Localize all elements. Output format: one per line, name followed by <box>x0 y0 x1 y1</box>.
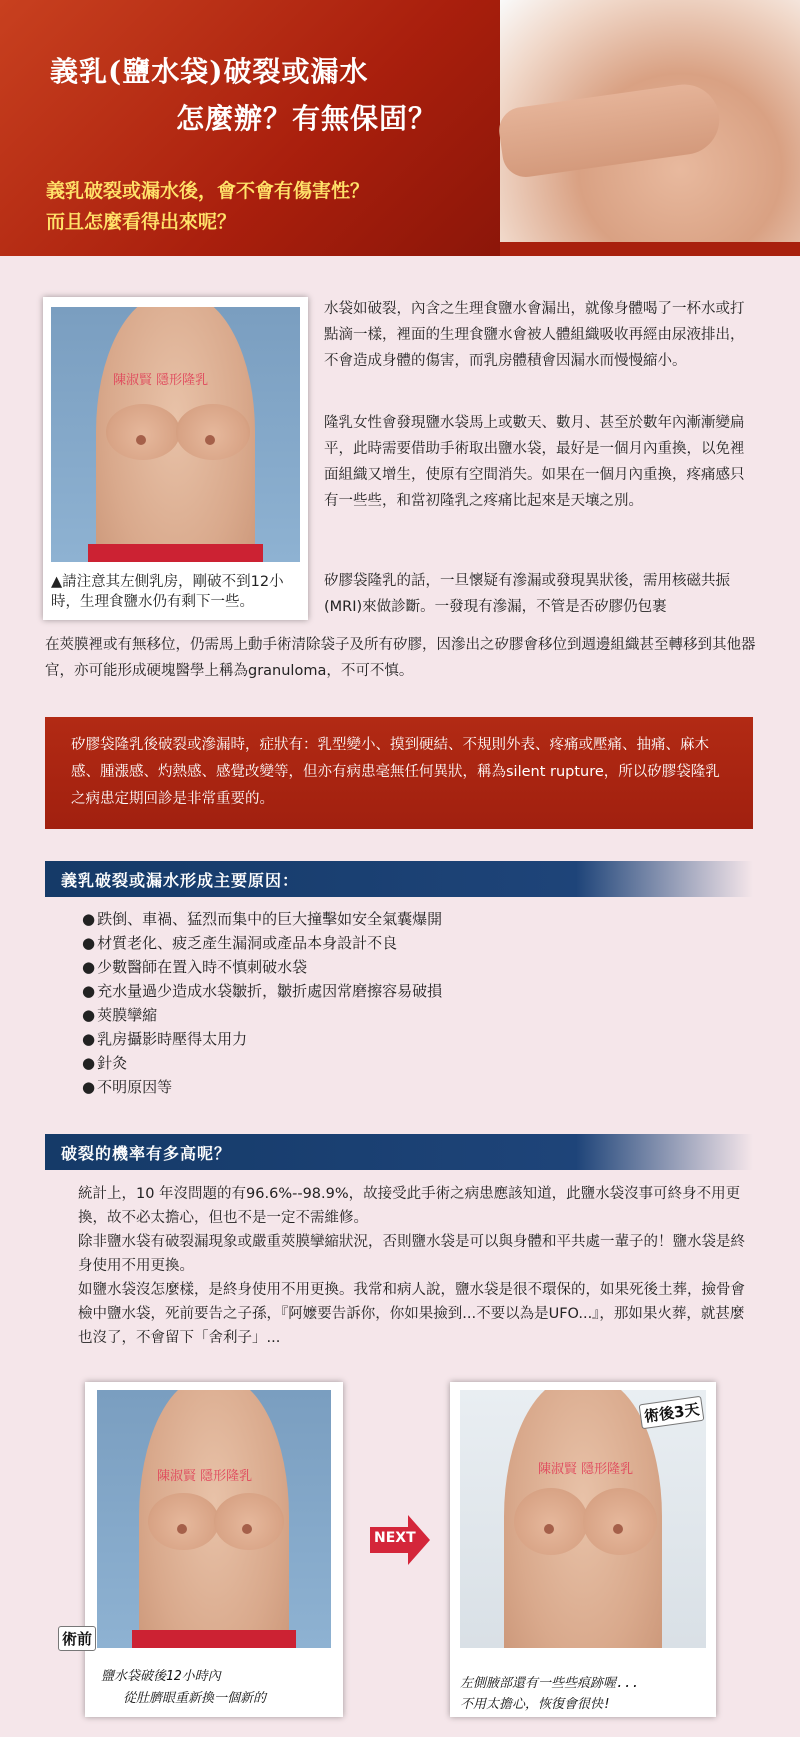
intro-photo <box>51 307 300 562</box>
causes-heading: 義乳破裂或漏水形成主要原因： <box>61 871 300 890</box>
header-photo-arm <box>496 80 724 180</box>
intro-paragraph-3: 矽膠袋隆乳的話，一旦懷疑有滲漏或發現異狀後，需用核磁共振(MRI)來做診斷。一發現有滲漏，不管是否矽膠仍包裹 <box>324 573 730 615</box>
after-note-line2: 不用太擔心，恢復會很快! <box>460 1697 611 1712</box>
photo-watermark: 陳淑賢 隱形隆乳 <box>113 373 209 388</box>
causes-heading-bar <box>45 861 753 897</box>
photo-nipple-left <box>136 435 146 445</box>
photo-underwear <box>132 1630 296 1648</box>
photo-underwear <box>88 544 262 562</box>
photo-breast-right <box>583 1488 657 1555</box>
probability-paragraph-1: 統計上，10 年沒問題的有96.6%--98.9%，故接受此手術之病患應該知道，此鹽水袋沒事可終身不用更換，故不必太擔心，但也不是一定不需維修。 <box>78 1186 741 1226</box>
probability-heading: 破裂的機率有多高呢？ <box>61 1144 232 1163</box>
intro-paragraph-1: 水袋如破裂，內含之生理食鹽水會漏出，就像身體喝了一杯水或打點滴一樣，裡面的生理食鹽水會被人體組織吸收再經由尿液排出，不會造成身體的傷害，而乳房體積會因漏水而慢慢縮小。 <box>324 301 745 369</box>
before-photo <box>97 1390 331 1648</box>
notice-box: 矽膠袋隆乳後破裂或滲漏時，症狀有：乳型變小、摸到硬結、不規則外表、疼痛或壓痛、抽痛、麻木感、腫漲感、灼熱感、感覺改變等，但亦有病患毫無任何異狀，稱為silent rupture，所以矽膠袋隆乳之病患定期回診是非常重要的。 <box>45 717 753 829</box>
photo-watermark: 陳淑賢 隱形隆乳 <box>538 1462 634 1477</box>
photo-breast-right <box>176 404 251 460</box>
intro-paragraph-4: 在莢膜裡或有無移位，仍需馬上動手術清除袋子及所有矽膠，因滲出之矽膠會移位到週邊組織甚至轉移到其他器官，亦可能形成硬塊醫學上稱為granuloma，不可不慎。 <box>45 637 756 679</box>
photo-breast-right <box>214 1493 284 1550</box>
before-stamp: 術前 <box>58 1626 96 1651</box>
probability-heading-bar <box>45 1134 753 1170</box>
header-accent-bar <box>500 242 800 256</box>
before-note-line1: 鹽水袋破後12小時內 <box>101 1669 221 1684</box>
page-title-line1: 義乳(鹽水袋)破裂或漏水 <box>50 55 369 88</box>
photo-nipple-right <box>205 435 215 445</box>
after-photo <box>460 1390 706 1648</box>
intro-photo-card <box>43 297 308 620</box>
photo-breast-left <box>148 1493 218 1550</box>
probability-paragraph-3: 如鹽水袋沒怎麼樣，是終身使用不用更換。我常和病人說，鹽水袋是很不環保的，如果死後土葬，撿骨會檢中鹽水袋，死前要告之子孫，『阿嬤要告訴你，你如果撿到...不要以為是UFO...』，那如果火葬，就甚麼也沒了，不會留下「舍利子」... <box>78 1282 745 1346</box>
probability-paragraph-2: 除非鹽水袋有破裂漏現象或嚴重莢膜攣縮狀況，否則鹽水袋是可以與身體和平共處一輩子的！鹽水袋是終身使用不用更換。 <box>78 1234 745 1274</box>
photo-nipple-left <box>544 1524 554 1534</box>
photo-breast-left <box>106 404 181 460</box>
list-item: ● 跌倒、車禍、猛烈而集中的巨大撞擊如安全氣囊爆開 <box>82 907 442 931</box>
before-note-line2: 從肚臍眼重新換一個新的 <box>123 1691 267 1706</box>
causes-list <box>82 907 442 1099</box>
next-label: NEXT <box>374 1530 416 1546</box>
header-photo <box>500 0 800 242</box>
after-stamp: 術後3天 <box>639 1396 705 1430</box>
list-item: ● 不明原因等 <box>82 1075 442 1099</box>
list-item: ● 少數醫師在置入時不慎刺破水袋 <box>82 955 442 979</box>
before-photo-card <box>85 1382 343 1717</box>
list-item: ● 針灸 <box>82 1051 442 1075</box>
intro-paragraph-2: 隆乳女性會發現鹽水袋馬上或數天、數月、甚至於數年內漸漸變扁平，此時需要借助手術取出鹽水袋，最好是一個月內重換，以免裡面組織又增生，使原有空間消失。如果在一個月內重換，疼痛感只有一些些，和當初隆乳之疼痛比起來是天壤之別。 <box>324 415 745 509</box>
photo-nipple-left <box>177 1524 187 1534</box>
intro-photo-caption: ▲請注意其左側乳房，剛破不到12小時，生理食鹽水仍有剩下一些。 <box>51 574 284 610</box>
page-subtitle-line2: 而且怎麼看得出來呢？ <box>46 211 237 233</box>
page-subtitle-line1: 義乳破裂或漏水後，會不會有傷害性？ <box>46 180 370 202</box>
list-item: ● 莢膜攣縮 <box>82 1003 442 1027</box>
after-photo-card <box>450 1382 716 1717</box>
list-item: ● 材質老化、疲乏產生漏洞或產品本身設計不良 <box>82 931 442 955</box>
photo-watermark: 陳淑賢 隱形隆乳 <box>157 1469 253 1484</box>
page-title-line2: 怎麼辦？有無保固？ <box>176 102 438 135</box>
after-note-line1: 左側腋部還有一些些痕跡喔... <box>460 1676 640 1691</box>
header-banner <box>0 0 800 256</box>
photo-nipple-right <box>613 1524 623 1534</box>
list-item: ● 充水量過少造成水袋皺折，皺折處因常磨擦容易破損 <box>82 979 442 1003</box>
list-item: ● 乳房攝影時壓得太用力 <box>82 1027 442 1051</box>
photo-breast-left <box>514 1488 588 1555</box>
